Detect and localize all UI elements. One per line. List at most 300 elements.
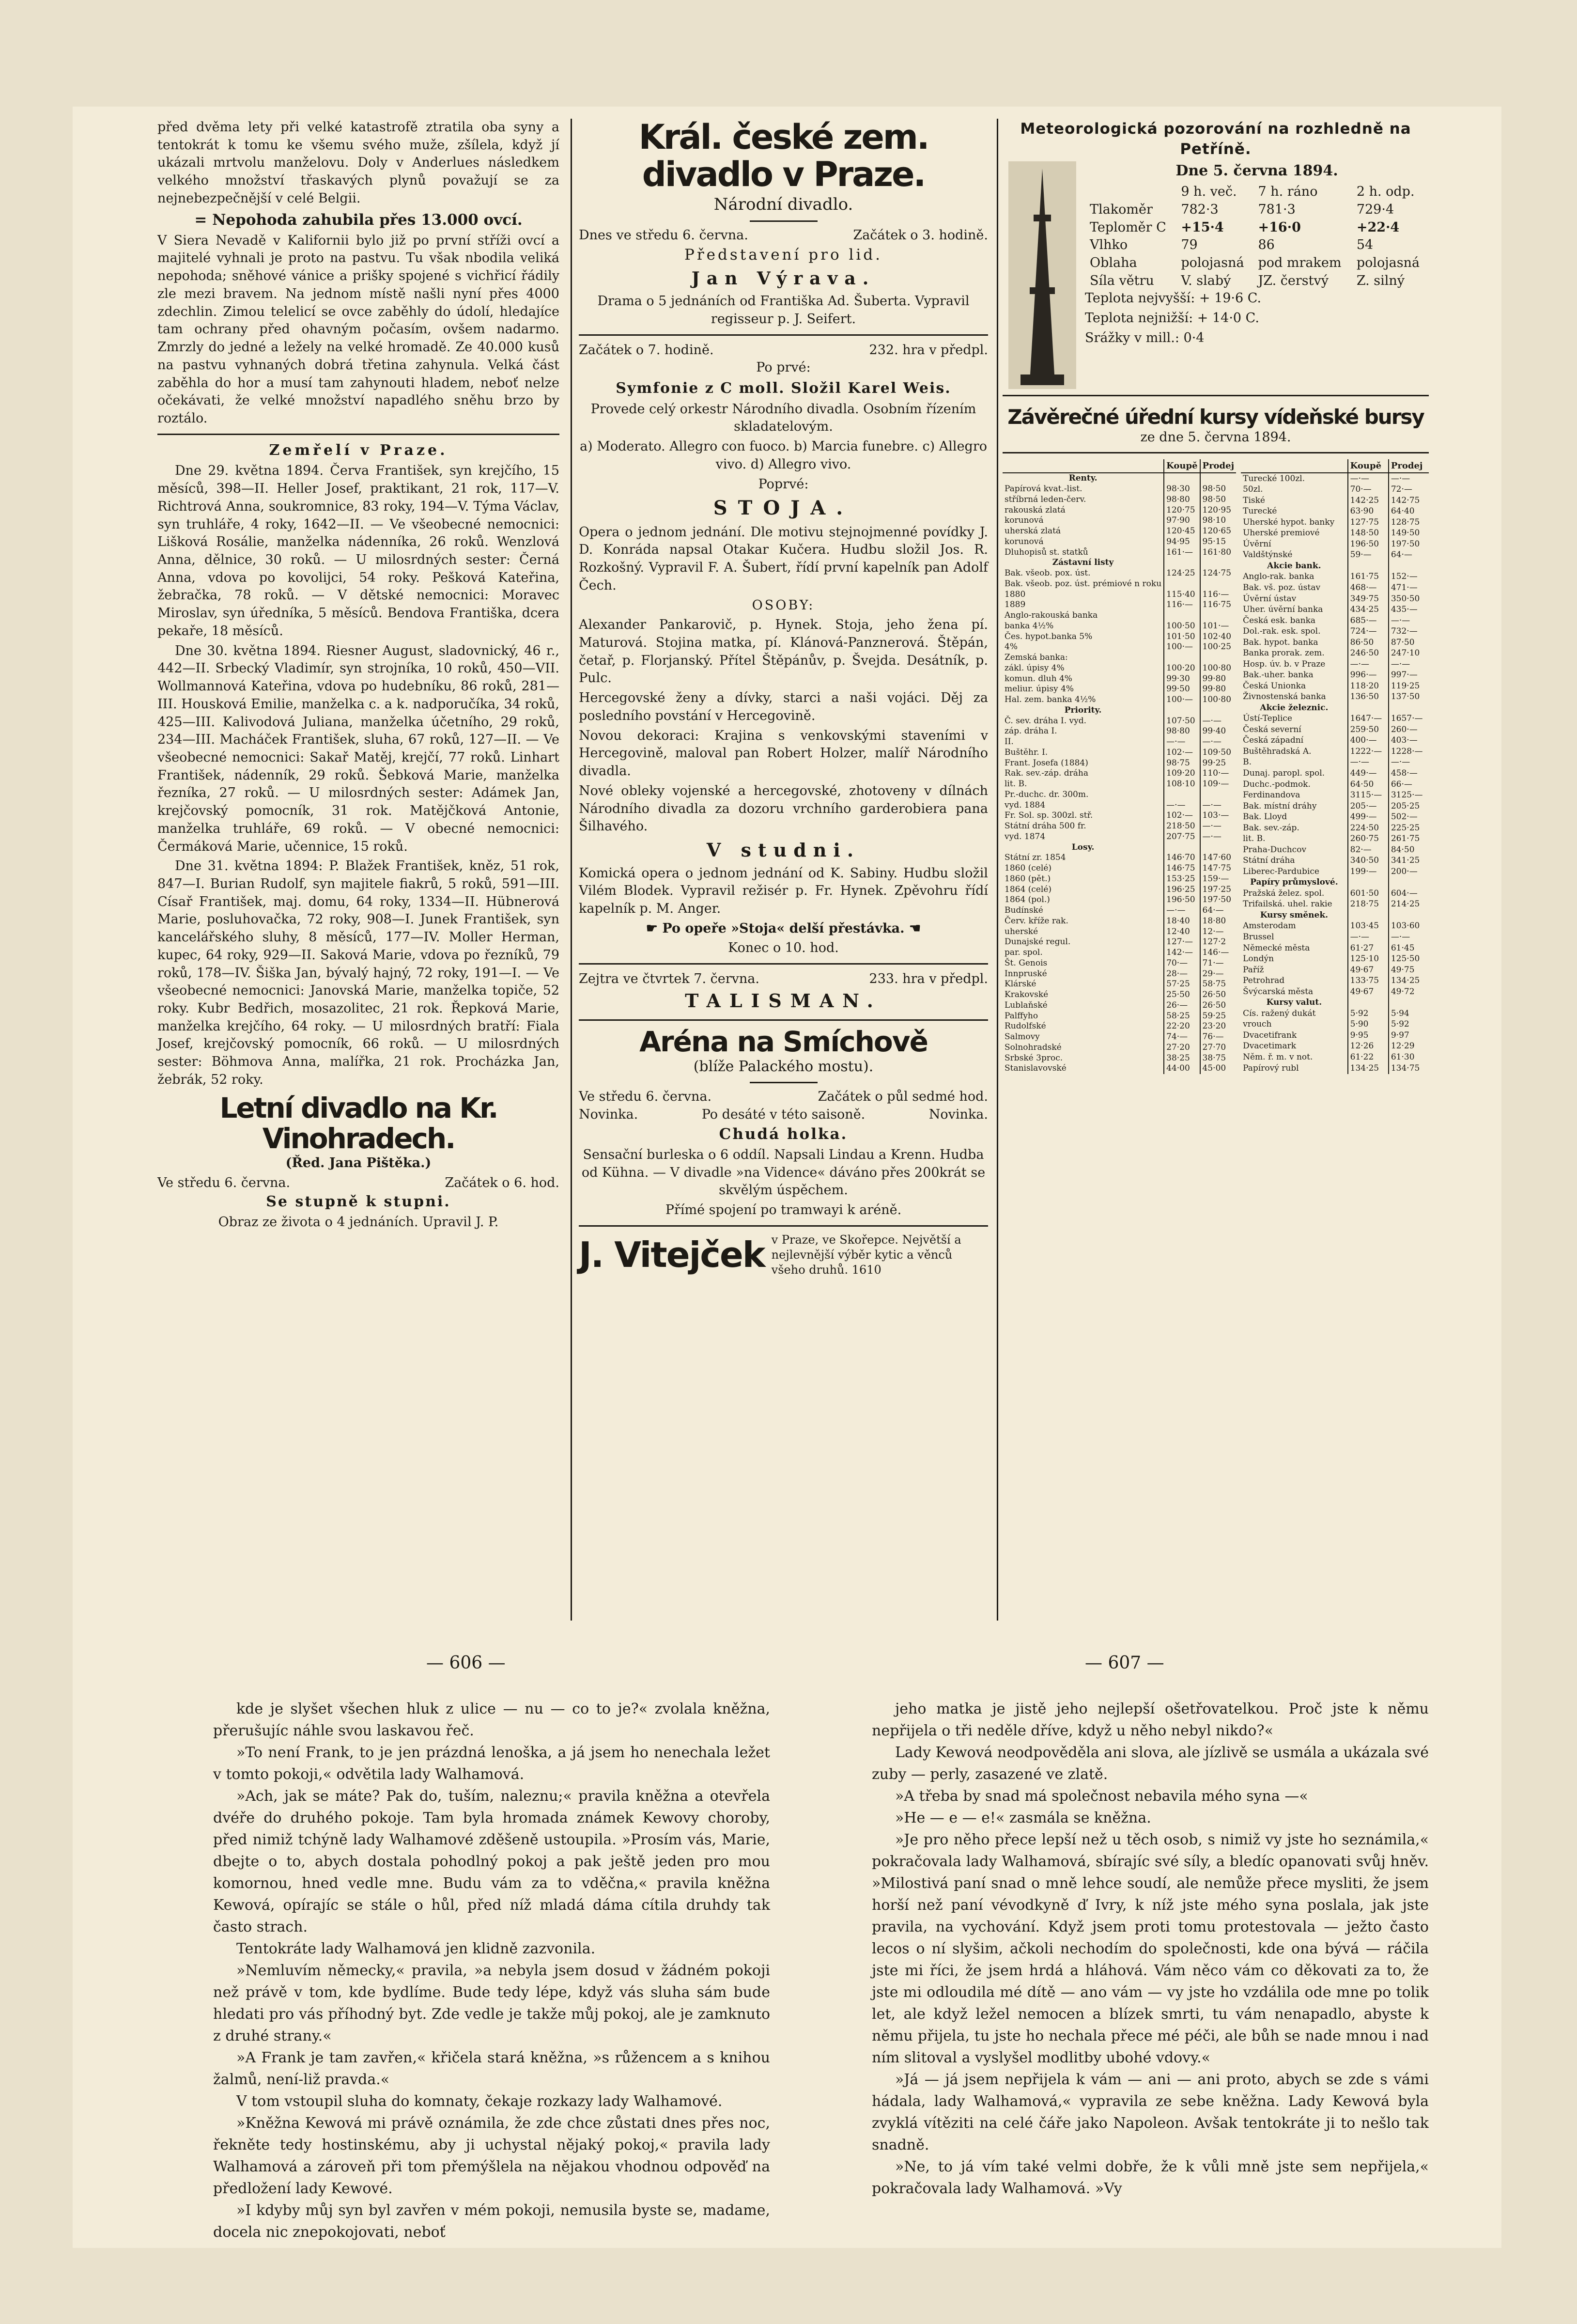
kursy-row (1003, 705, 1236, 716)
kursy-label: Zástavní listy (1052, 558, 1114, 568)
story-paragraph: »A třeba by snad má společnost nebavila mého syna —« (895, 1788, 1308, 1805)
kursy-label: Petrohrad (1243, 976, 1285, 986)
kursy-buy: 260·75 (1348, 834, 1389, 845)
kursy-row (1003, 695, 1236, 705)
kursy-sell: 64·— (1200, 905, 1237, 916)
column-rule (997, 119, 998, 1621)
kursy-label: Lublaňské (1005, 1000, 1048, 1010)
kursy-buy: 259·50 (1348, 725, 1389, 736)
opera-studni-title: V studni. (706, 839, 861, 861)
kursy-label: Budínské (1005, 905, 1043, 915)
kursy-label: Papírový rubl (1243, 1063, 1299, 1073)
kursy-label: Palffyho (1005, 1011, 1038, 1021)
kursy-label: Pražská želez. spol. (1243, 888, 1325, 898)
kursy-label: Valdštýnské (1243, 550, 1293, 560)
kursy-sell: 12·29 (1389, 1041, 1429, 1052)
kursy-row (1003, 1032, 1236, 1043)
kursy-label: Dunajské regul. (1005, 937, 1071, 947)
kursy-sell: 134·75 (1389, 1063, 1429, 1074)
story-paragraph: »Ne, to já vím také velmi dobře, že k vůli mně jste sem nepřijela,« pokračovala lady Walhamová. »Vy (872, 2158, 1429, 2197)
kursy-label: komun. dluh 4% (1005, 673, 1072, 684)
kursy-row (1241, 747, 1429, 758)
kursy-sell: 100·25 (1200, 642, 1237, 653)
kursy-buy: 134·25 (1348, 1063, 1389, 1074)
kursy-row (1241, 550, 1429, 561)
kursy-sell: 120·65 (1200, 526, 1237, 537)
kursy-buy: 38·25 (1164, 1053, 1200, 1064)
kursy-sell: 66·— (1389, 779, 1429, 790)
theater-date: Dnes ve středu 6. června. (579, 228, 748, 243)
kursy-buy: 196·50 (1348, 539, 1389, 550)
kursy-buy: 101·50 (1164, 632, 1200, 642)
kursy-sell: 64·40 (1389, 506, 1429, 517)
kursy-row (1241, 659, 1429, 670)
meteo-row: Síla větru V. slabý JZ. čerstvý Z. silný (1090, 273, 1405, 288)
kursy-label: Št. Genois (1005, 958, 1048, 968)
kursy-sell: 197·50 (1200, 895, 1237, 905)
kursy-buy: 146·75 (1164, 863, 1200, 874)
kursy-label: Úvěrní ústav (1243, 593, 1297, 604)
kursy-label: Rak. sev.-záp. dráha (1005, 768, 1088, 779)
kursy-buy: 218·75 (1348, 899, 1389, 910)
arena-novelty-row (579, 1106, 988, 1124)
kursy-row (1003, 484, 1236, 495)
kursy-sell (1200, 558, 1237, 568)
headline-letni-divadlo: Letní divadlo na Kr. Vinohradech. (219, 1091, 497, 1155)
col-sell: Prodej (1200, 459, 1237, 473)
kursy-buy: 102·— (1164, 748, 1200, 758)
kursy-row (1241, 1030, 1429, 1041)
kursy-row (1241, 725, 1429, 736)
kursy-sell: —·— (1389, 473, 1429, 484)
story-paragraph: »Kněžna Kewová mi právě oznámila, že zde chce zůstati dnes přes noc, řekněte tedy hostinskému, aby ji uchystal nějaký pokoj,« pravila lady Walhamová a zároveň při tom přemýšlela na nějakou vhodnou odpověď na předložení lady Kewové. (213, 2115, 770, 2197)
kursy-sell: 471·— (1389, 583, 1429, 594)
opera-stoja-desc: Opera o jednom jednání. Dle motivu stejnojmenné povídky J. D. Konráda napsal Otakar Kučera. Hudbu složil Jos. R. Rozkošný. Vypravil F. A. Šubert, řídí první kapelník pan Adolf Čech. (579, 524, 988, 593)
kursy-label: Státní zr. 1854 (1005, 853, 1066, 863)
kursy-row (1003, 653, 1236, 663)
kursy-sell: —·— (1200, 832, 1237, 842)
letni-start: Začátek o 6. hod. (445, 1175, 559, 1190)
kursy-label: meliur. úpisy 4% (1005, 684, 1074, 694)
kursy-sell: —·— (1389, 757, 1429, 768)
kursy-sell: 49·75 (1389, 965, 1429, 976)
kursy-row (1241, 692, 1429, 703)
kursy-sell: 29·— (1200, 969, 1237, 980)
kursy-label: zákl. úpisy 4% (1005, 663, 1065, 673)
kursy-label: Č. sev. dráha I. vyd. (1005, 716, 1087, 726)
divider (750, 220, 818, 222)
kursy-row (1241, 473, 1429, 484)
kursy-buy: 199·— (1348, 866, 1389, 877)
kursy-sell: 26·50 (1200, 990, 1237, 1000)
kursy-buy: 26·— (1164, 1000, 1200, 1011)
kursy-label: Kursy směnek. (1260, 910, 1329, 920)
kursy-buy: 97·90 (1164, 515, 1200, 526)
headline-kursy: Závěrečné úřední kursy vídeňské bursy (1007, 405, 1424, 429)
kursy-sell: —·— (1389, 615, 1429, 626)
divider (579, 334, 988, 336)
kursy-buy: 468·— (1348, 583, 1389, 594)
kursy-sell: 87·50 (1389, 637, 1429, 648)
arena-date-row (579, 1088, 988, 1106)
kursy-sell: 99·80 (1200, 674, 1237, 685)
kursy-row (1241, 998, 1429, 1009)
kursy-sell: 61·45 (1389, 943, 1429, 954)
kursy-label: Klárské (1005, 979, 1036, 989)
kursy-sell: 100·80 (1200, 695, 1237, 705)
kursy-row (1003, 885, 1236, 895)
meteo-row: Teploměr C +15·4 +16·0 +22·4 (1090, 219, 1400, 235)
kursy-row (1241, 1041, 1429, 1052)
kursy-row (1241, 757, 1429, 768)
kursy-sell (1200, 473, 1237, 484)
kursy-label: 4% (1005, 642, 1018, 652)
play-jan-vyrava: Jan Výrava. (691, 268, 876, 289)
kursy-buy: —·— (1348, 473, 1389, 484)
kursy-row (1003, 642, 1236, 653)
end-time: Konec o 10. hod. (728, 940, 839, 956)
kursy-label: Anglo-rakouská banka (1005, 610, 1098, 620)
kursy-label: uherská zlatá (1005, 526, 1061, 536)
kursy-sell: 225·25 (1389, 823, 1429, 834)
story-paragraph: »A Frank je tam zavřen,« křičela stará kněžna, »s růžencem a s knihou žalmů, není-liž pravda.« (213, 2049, 770, 2088)
kursy-sell (1200, 790, 1237, 800)
kursy-buy: —·— (1164, 800, 1200, 811)
divider (157, 434, 559, 435)
kursy-label: Státní dráha (1243, 856, 1295, 866)
kursy-buy: 98·80 (1164, 495, 1200, 505)
kursy-label: 1860 (pět.) (1005, 873, 1051, 884)
kursy-label: Liberec-Pardubice (1243, 866, 1319, 876)
arena-date: Ve středu 6. června. (579, 1089, 712, 1105)
kursy-label: vrouch (1243, 1019, 1272, 1029)
cast-label: OSOBY: (752, 597, 815, 613)
kursy-buy: 118·20 (1348, 681, 1389, 692)
kursy-sell: 260·— (1389, 725, 1429, 736)
kursy-buy: 148·50 (1348, 528, 1389, 539)
kursy-sell: 58·75 (1200, 979, 1237, 990)
kursy-sell: 103·— (1200, 811, 1237, 821)
kursy-label: Hosp. úv. b. v Praze (1243, 659, 1326, 669)
kursy-sell: 142·75 (1389, 495, 1429, 506)
kursy-buy: 1222·— (1348, 747, 1389, 758)
kursy-row (1003, 547, 1236, 558)
kursy-sell: 45·00 (1200, 1063, 1237, 1074)
kursy-buy (1348, 998, 1389, 1009)
kursy-sell: 1228·— (1389, 747, 1429, 758)
kursy-buy: 12·40 (1164, 927, 1200, 937)
headline-arena: Aréna na Smíchově (639, 1025, 928, 1058)
play-chuda-holka: Chudá holka. (719, 1125, 848, 1143)
symphony-title: Symfonie z C moll. Složil Karel Weis. (616, 379, 951, 397)
kursy-buy: 996·— (1348, 670, 1389, 681)
kursy-sell (1389, 910, 1429, 921)
kursy-label: Bak. Lloyd (1243, 812, 1287, 822)
kursy-label: záp. dráha I. (1005, 726, 1057, 736)
kursy-sell: 3125·— (1389, 790, 1429, 801)
kursy-sell: 732·— (1389, 626, 1429, 638)
kursy-row (1241, 583, 1429, 594)
kursy-sell: 134·25 (1389, 976, 1429, 987)
kursy-sell: 5·94 (1389, 1008, 1429, 1019)
kursy-sell: 61·30 (1389, 1052, 1429, 1063)
kursy-row (1241, 615, 1429, 626)
kursy-sell: 161·80 (1200, 547, 1237, 558)
kursy-buy: 142·— (1164, 948, 1200, 958)
story-paragraph: »Ach, jak se máte? Pak do, tuším, naleznu;« pravila kněžna a otevřela dvéře do druhého pokoje. Tam byla hromada známek Kewovy choroby, před nimiž tchýně lady Walhamové zděšeně ustoupila. »Prosím vás, Marie, dbejte o to, abych dostala pohodlný pokoj a pak ještě jeden pro mou komornou, hned vedle mne. Budu vám za to vděčna,« pravila kněžna Kewová, opírajíc se stále o hůl, před níž mladá dáma cítila druhdy tak často strach. (213, 1788, 770, 1935)
kursy-buy: 100·20 (1164, 663, 1200, 674)
story-paragraph: »Já — já jsem nepřijela k vám — ani — ani proto, abych se zde s vámi hádala, lady Walhamová,« vypravila ze sebe kněžna. Lady Kewová byla zvyklá vítěziti na celé čáře jako Napoleon. Avšak tentokráte ji to nešlo tak snadně. (872, 2071, 1429, 2153)
kursy-label: lit. B. (1243, 834, 1266, 844)
kursy-row (1241, 528, 1429, 539)
headline-meteo: Meteorologická pozorování na rozhledně na Petříně. (1020, 120, 1411, 158)
kursy-sell: —·— (1200, 716, 1237, 727)
kursy-row (1003, 790, 1236, 800)
kursy-sell: 205·25 (1389, 801, 1429, 812)
kursy-buy: —·— (1348, 659, 1389, 670)
kursy-tables (1003, 459, 1429, 1074)
hand-pointer-icon: ☛ (646, 920, 663, 936)
kursy-label: Hal. zem. banka 4½% (1005, 695, 1096, 704)
kursy-label: Anglo-rak. banka (1243, 572, 1314, 582)
kursy-buy: 99·50 (1164, 684, 1200, 695)
kursy-buy: 224·50 (1348, 823, 1389, 834)
kursy-sell (1389, 998, 1429, 1009)
letni-subtitle: (Řed. Jana Pištěka.) (285, 1155, 432, 1171)
kursy-row (1241, 986, 1429, 998)
kursy-buy (1164, 842, 1200, 853)
divider (750, 1082, 818, 1083)
kursy-label: stříbrná leden-červ. (1005, 494, 1086, 504)
deaths-may-29: Dne 29. května 1894. Červa František, syn krejčího, 15 měsíců, 398—II. Heller Josef, praktikant, 21 rok, 117—V. Richtrová Anna, soukromnice, 83 roky, 194—V. Týma Václav, syn truhláře, 4 roky, 1642—II. — Ve všeobecné nemocnici: Lišková Rosálie, manželka nádenníka, 26 roků. Wenzlová Anna, dělnice, 30 roků. — U milosrdných sester: Černá Anna, vdova po kovolijci, 54 roky. Pešková Kateřina, žebračka, 78 roků. — V dětské nemocnici: Moravec Miroslav, syn úředníka, 5 měsíců. Bendova Františka, dcera pekaře, 18 měsíců. (157, 463, 559, 639)
kursy-buy: 86·50 (1348, 637, 1389, 648)
intermission-note: ☛ Po opeře »Stoja« delší přestávka. ☚ (646, 920, 921, 936)
time-col: 2 h. odp. (1356, 184, 1415, 200)
kursy-row (1241, 702, 1429, 714)
kursy-row (1241, 539, 1429, 550)
kursy-label: Priority. (1064, 705, 1102, 715)
kursy-row (1241, 976, 1429, 987)
kursy-row (1003, 568, 1236, 579)
play-talisman: TALISMAN. (685, 989, 882, 1012)
story-paragraph: Tentokráte lady Walhamová jen klidně zazvonila. (236, 1940, 596, 1957)
kursy-label: Bak. všeob. poz. úst. prémiové n roku (1005, 578, 1162, 589)
kursy-sell: 149·50 (1389, 528, 1429, 539)
kursy-row (1241, 965, 1429, 976)
kursy-label: vyd. 1874 (1005, 831, 1046, 842)
kursy-row (1003, 1063, 1236, 1074)
kursy-label: Buštěhradská A. (1243, 746, 1312, 756)
kursy-sell: 9·97 (1389, 1030, 1429, 1041)
kursy-label: Praha-Duchcov (1243, 844, 1307, 855)
kursy-sell: 458·— (1389, 768, 1429, 780)
kursy-sell: 84·50 (1389, 844, 1429, 856)
temp-max: Teplota nejvyšší: + 19·6 C. (1085, 291, 1262, 306)
deaths-may-31: Dne 31. května 1894: P. Blažek František, kněz, 51 rok, 847—I. Burian Rudolf, syn majitele fiakrů, 5 roků, 591—III. Císař František, maj. domu, 64 roky, 1334—II. Hübnerová Marie, posluhovačka, 72 roky, 908—I. Junek František, syn kancelářského sluhy, 8 měsíců, 177—IV. Moller Herman, kupec, 64 roky, 929—II. Saková Marie, vdova po řezníků, 79 roků, 178—IV. Šiška Jan, bývalý hajný, 72 roky, 191—I. — Ve všeobecné nemocnici: Janovská Marie, manželka topiče, 52 roky. Kubr Bedřich, mosazolitec, 21 rok. Řepková Marie, manželka krejčího, 64 roky. — U milosrdných bratří: Fiala Josef, krejčovský pomocník, 66 roků. — U milosrdných sester: Böhmova Anna, malířka, 21 rok. Procházka Jan, žebrák, 52 roky. (157, 858, 559, 1087)
kursy-label: Kursy valut. (1266, 998, 1322, 1008)
divider (1003, 452, 1429, 453)
kursy-row (1003, 473, 1236, 484)
kursy-buy: 61·27 (1348, 943, 1389, 954)
kursy-sell: 109·50 (1200, 748, 1237, 758)
kursy-row (1003, 927, 1236, 937)
national-theater-sub: Národní divadlo. (713, 195, 853, 214)
kursy-buy: 146·70 (1164, 853, 1200, 863)
kursy-label: Akcie železnic. (1260, 702, 1329, 713)
kursy-buy: 127·— (1164, 937, 1200, 948)
kursy-row (1003, 758, 1236, 769)
kursy-sell: 99·25 (1200, 758, 1237, 769)
kursy-row (1003, 905, 1236, 916)
kursy-row (1003, 1000, 1236, 1011)
kursy-buy: 1647·— (1348, 714, 1389, 725)
second-label: Poprvé: (758, 476, 809, 492)
kursy-label: Paříž (1243, 965, 1264, 975)
kursy-sell (1200, 579, 1237, 590)
kursy-row (1003, 663, 1236, 674)
kursy-label: Buštěhr. I. (1005, 747, 1048, 757)
kursy-sell: 502·— (1389, 812, 1429, 823)
kursy-table-right (1241, 459, 1429, 1074)
kursy-buy: 120·45 (1164, 526, 1200, 537)
kursy-sell: 197·25 (1200, 885, 1237, 895)
kursy-label: par. spol. (1005, 948, 1043, 957)
kursy-label: Rudolfské (1005, 1021, 1046, 1031)
kursy-label: Akcie bank. (1267, 561, 1321, 571)
letni-date-row (157, 1174, 559, 1192)
kursy-row (1241, 681, 1429, 692)
kursy-buy: 5·92 (1348, 1008, 1389, 1019)
kursy-buy: 18·40 (1164, 916, 1200, 927)
kursy-row (1241, 877, 1429, 889)
kursy-sell: 197·50 (1389, 539, 1429, 550)
precipitation: Srážky v mill.: 0·4 (1085, 330, 1205, 345)
headline-sheep: = Nepohoda zahubila přes 13.000 ovcí. (194, 211, 523, 229)
kursy-label: Salmovy (1005, 1032, 1040, 1042)
kursy-sell (1389, 702, 1429, 714)
kursy-row (1241, 648, 1429, 659)
kursy-row (1241, 626, 1429, 638)
kursy-buy: 601·50 (1348, 888, 1389, 899)
kursy-row (1241, 714, 1429, 725)
kursy-sell: 147·60 (1200, 853, 1237, 863)
kursy-label: Papíry průmyslové. (1250, 877, 1338, 888)
kursy-row (1241, 495, 1429, 506)
divider (579, 963, 988, 965)
kursy-row (1241, 1063, 1429, 1074)
kursy-row (1003, 590, 1236, 600)
tram-note: Přímé spojení po tramwayi k aréně. (665, 1202, 902, 1217)
kursy-label: Bak. hypot. banka (1243, 637, 1318, 647)
kursy-row (1003, 579, 1236, 590)
kursy-sell: 38·75 (1200, 1053, 1237, 1064)
kursy-label: II. (1005, 737, 1014, 747)
kursy-sell: 110·— (1200, 768, 1237, 779)
kursy-row (1003, 495, 1236, 505)
kursy-row (1003, 811, 1236, 821)
col-sell: Prodej (1389, 459, 1429, 473)
kursy-row (1003, 737, 1236, 748)
kursy-sell: 100·80 (1200, 663, 1237, 674)
article-sheep: V Siera Nevadě v Kalifornii bylo již po první stříži ovcí a majitelé vyhnali je proto na pastvu. Tu však nbodila veliká nepohoda; sněhové vánice a prišky spojené s vichřicí řádily zle mezi bravem. Na jednom místě našli nyní přes 4000 zdechlin. Zimou telelicí se ovce zaběhly do údolí, hledajíce tam ochrany před ohavným počasím, ovšem nadarmo. Zmrzly do jedné a ležely na velké hromadě. Ze 40.000 kusů na pastvu vyhnaných dobrá třetina zahynula. Velká část zaběhla do hor a musí tam zahynouti hladem, neboť nelze očekávati, že velké množství napadlého sněhu brzo by roztálo. (157, 233, 559, 426)
kursy-row (1003, 1021, 1236, 1032)
kursy-buy: 499·— (1348, 812, 1389, 823)
letni-play-title: Se stupně k stupni. (266, 1193, 451, 1210)
kursy-buy: 349·75 (1348, 593, 1389, 605)
kursy-row (1003, 515, 1236, 526)
kursy-buy: 449·— (1348, 768, 1389, 780)
kursy-buy: 98·75 (1164, 758, 1200, 769)
kursy-row (1003, 621, 1236, 632)
kursy-sell: 119·25 (1389, 681, 1429, 692)
kursy-sell: 435·— (1389, 605, 1429, 616)
meteo-date: Dne 5. června 1894. (1175, 162, 1338, 180)
kursy-sell: 103·60 (1389, 921, 1429, 932)
kursy-sell: 59·25 (1200, 1011, 1237, 1022)
kursy-sell: 27·70 (1200, 1043, 1237, 1053)
kursy-sell: —·— (1200, 800, 1237, 811)
story-paragraph: »Nemluvím německy,« pravila, »a nebyla jsem dosud v žádném pokoji než právě v tom, kde bydlíme. Bude tedy lépe, když vás sluha sám bude hledati pro vás příhodný byt. Zde vedle je takže můj pokoj, ale je zamknuto z druhé strany.« (213, 1962, 770, 2044)
kursy-row (1241, 899, 1429, 910)
tomorrow-date: Zejtra ve čtvrtek 7. června. (579, 971, 759, 987)
kursy-sell: 403·— (1389, 735, 1429, 747)
kursy-row (1241, 888, 1429, 899)
kursy-buy: 99·30 (1164, 674, 1200, 685)
kursy-buy: 25·50 (1164, 990, 1200, 1000)
kursy-buy: —·— (1164, 737, 1200, 748)
kursy-label: uherské (1005, 926, 1038, 936)
kursy-buy: 120·75 (1164, 505, 1200, 516)
cast-list-2: Hercegovské ženy a dívky, starci a naši vojáci. Děj za posledního povstání v Hercegovině. (579, 690, 988, 723)
kursy-sell (1200, 610, 1237, 621)
kursy-buy: 63·90 (1348, 506, 1389, 517)
kursy-sell: 146·— (1200, 948, 1237, 958)
time-col: 9 h. več. (1181, 184, 1237, 200)
kursy-sell: 116·75 (1200, 600, 1237, 610)
kursy-row (1003, 768, 1236, 779)
kursy-label: Bak. sev.-záp. (1243, 823, 1299, 833)
vitejcek-ad (579, 1232, 988, 1278)
kursy-sell (1200, 842, 1237, 853)
kursy-sell: 102·40 (1200, 632, 1237, 642)
kursy-label: 1889 (1005, 600, 1026, 610)
kursy-sell: 1657·— (1389, 714, 1429, 725)
kursy-sell: 147·75 (1200, 863, 1237, 874)
kursy-buy: 100·50 (1164, 621, 1200, 632)
kursy-buy (1164, 473, 1200, 484)
kursy-label: Státní dráha 500 fr. (1005, 821, 1086, 831)
kursy-row (1241, 637, 1429, 648)
kursy-row (1003, 748, 1236, 758)
kursy-sell: 159·— (1200, 874, 1237, 885)
kursy-label: Duchc.-podmok. (1243, 779, 1311, 789)
kursy-row (1241, 932, 1429, 943)
kursy-label: Česká esk. banka (1243, 615, 1316, 625)
kursy-sell: 341·25 (1389, 856, 1429, 867)
kursy-buy: 61·22 (1348, 1052, 1389, 1063)
kursy-sell: 99·80 (1200, 684, 1237, 695)
letni-date: Ve středu 6. června. (157, 1175, 291, 1190)
cast-list: Alexander Pankarovič, p. Hynek. Stoja, jeho žena pí. Maturová. Stojina matka, pí. Klánová-Panznerová. Štěpán, četař, p. Florjanský. Přítel Štěpánův, p. Švejda. Desátník, p. Pulc. (579, 617, 988, 686)
kursy-row (1241, 1008, 1429, 1019)
kursy-sell: 200·— (1389, 866, 1429, 877)
kursy-sell: 98·50 (1200, 484, 1237, 495)
kursy-row (1003, 916, 1236, 927)
kursy-row (1241, 506, 1429, 517)
kursy-label: Banka prorak. zem. (1243, 648, 1325, 658)
kursy-label: Londýn (1243, 954, 1274, 964)
kursy-buy: 102·— (1164, 811, 1200, 821)
